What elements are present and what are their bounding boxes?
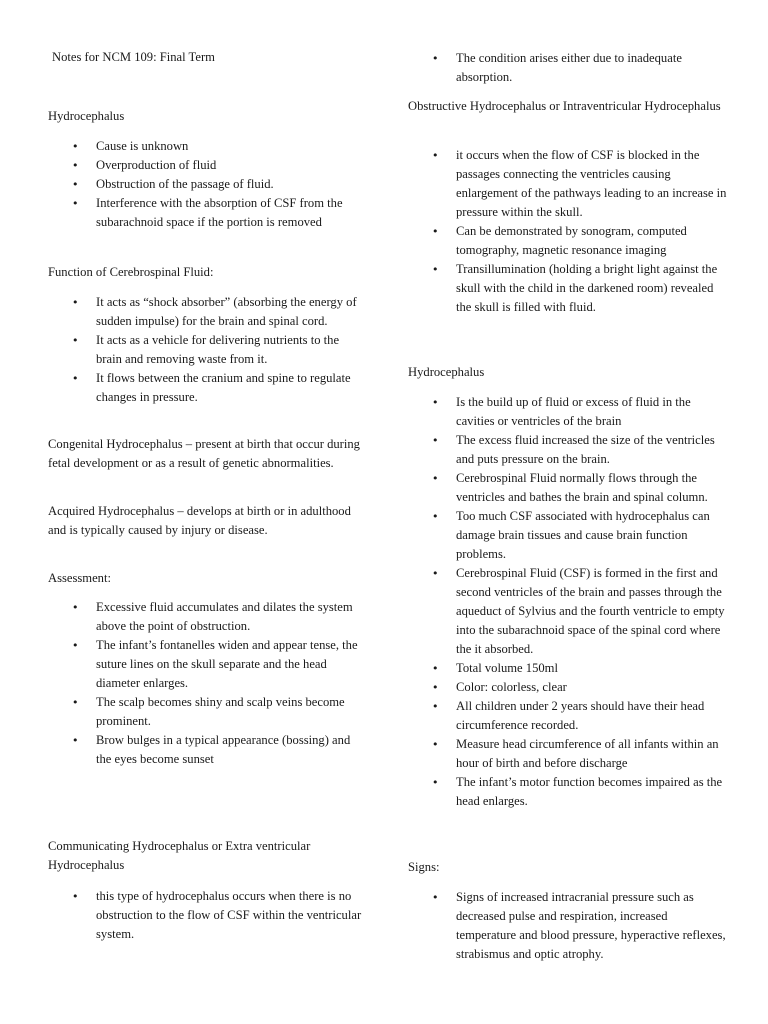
obstructive-heading: Obstructive Hydrocephalus or Intraventricular Hydrocephalus: [408, 99, 721, 113]
list-item: • Can be demonstrated by sonogram, computed tomography, magnetic resonance imaging: [408, 222, 728, 260]
list-item: • The condition arises either due to inadequate absorption.: [408, 49, 728, 87]
obstructive-list: [408, 146, 728, 317]
list-item: • Excessive fluid accumulates and dilates the system above the point of obstruction.: [48, 598, 366, 636]
list-item: • The infant’s motor function becomes impaired as the head enlarges.: [408, 773, 728, 811]
csf-function-list: [48, 293, 366, 407]
hydrocephalus-definition-list: [408, 393, 728, 811]
list-item: • All children under 2 years should have their head circumference recorded.: [408, 697, 728, 735]
list-item: • Too much CSF associated with hydrocephalus can damage brain tissues and cause brain function problems.: [408, 507, 728, 564]
list-item: • The excess fluid increased the size of the ventricles and puts pressure on the brain.: [408, 431, 728, 469]
signs-heading: Signs:: [408, 860, 440, 874]
list-item: • it occurs when the flow of CSF is blocked in the passages connecting the ventricles causing enlargement of the pathways leading to an increase in pressure within the skull.: [408, 146, 728, 222]
signs-list: [408, 888, 728, 964]
list-item: • Overproduction of fluid: [48, 156, 366, 175]
list-item: • Interference with the absorption of CSF from the subarachnoid space if the portion is removed: [48, 194, 366, 232]
list-item: • It flows between the cranium and spine to regulate changes in pressure.: [48, 369, 366, 407]
list-item: • Cerebrospinal Fluid normally flows through the ventricles and bathes the brain and spinal column.: [408, 469, 728, 507]
assessment-list: [48, 598, 366, 769]
continued-list: [408, 49, 728, 87]
list-item: • The infant’s fontanelles widen and appear tense, the suture lines on the skull separate and the head diameter enlarges.: [48, 636, 366, 693]
list-item: • Cerebrospinal Fluid (CSF) is formed in the first and second ventricles of the brain and passes through the aqueduct of Sylvius and the fourth ventricle to empty into the subarachnoid space of the spinal cord where the it absorbed.: [408, 564, 728, 659]
list-item: • Color: colorless, clear: [408, 678, 728, 697]
list-item: • Brow bulges in a typical appearance (bossing) and the eyes become sunset: [48, 731, 366, 769]
hydrocephalus-definition-heading: Hydrocephalus: [408, 365, 485, 379]
list-item: • Obstruction of the passage of fluid.: [48, 175, 366, 194]
communicating-list: [48, 887, 366, 944]
csf-function-heading: Function of Cerebrospinal Fluid:: [48, 265, 214, 279]
list-item: • Total volume 150ml: [408, 659, 728, 678]
list-item: • Transillumination (holding a bright light against the skull with the child in the darkened room) revealed the skull is filled with fluid.: [408, 260, 728, 317]
acquired-paragraph: Acquired Hydrocephalus – develops at birth or in adulthood and is typically caused by injury or disease.: [48, 504, 351, 537]
list-item: • Measure head circumference of all infants within an hour of birth and before discharge: [408, 735, 728, 773]
list-item: • It acts as a vehicle for delivering nutrients to the brain and removing waste from it.: [48, 331, 366, 369]
page-title: Notes for NCM 109: Final Term: [52, 50, 215, 64]
list-item: • Cause is unknown: [48, 137, 366, 156]
list-item: • Signs of increased intracranial pressure such as decreased pulse and respiration, increased temperature and blood pressure, hyperactive reflexes, strabismus and optic atrophy.: [408, 888, 728, 964]
hydrocephalus-heading: Hydrocephalus: [48, 109, 125, 123]
list-item: • Is the build up of fluid or excess of fluid in the cavities or ventricles of the brain: [408, 393, 728, 431]
communicating-heading: Communicating Hydrocephalus or Extra ventricular Hydrocephalus: [48, 839, 311, 872]
list-item: • It acts as “shock absorber” (absorbing the energy of sudden impulse) for the brain and spinal cord.: [48, 293, 366, 331]
congenital-paragraph: Congenital Hydrocephalus – present at birth that occur during fetal development or as a result of genetic abnormalities.: [48, 437, 360, 470]
assessment-heading: Assessment:: [48, 571, 111, 585]
hydrocephalus-causes-list: [48, 137, 366, 232]
list-item: • this type of hydrocephalus occurs when there is no obstruction to the flow of CSF within the ventricular system.: [48, 887, 366, 944]
list-item: • The scalp becomes shiny and scalp veins become prominent.: [48, 693, 366, 731]
